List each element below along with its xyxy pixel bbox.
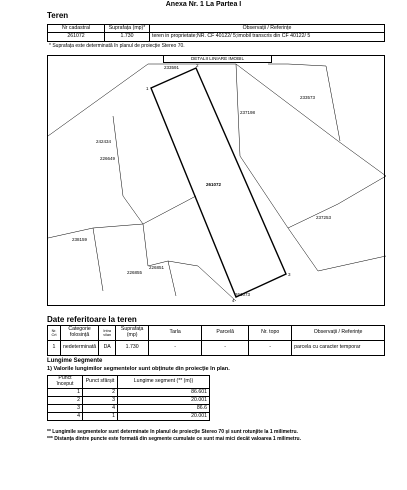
- boundary-line: [193, 64, 386, 176]
- parcel-label: 238159: [72, 237, 88, 242]
- cell-len: 86.601: [118, 389, 210, 397]
- cell-start: 2: [48, 397, 83, 405]
- col-suprafata-mp: Suprafața (mp): [116, 326, 149, 341]
- col-parcela: Parcelă: [202, 326, 249, 341]
- parcel-label: 226855: [127, 270, 143, 275]
- segmente-subheading: 1) Valorile lungimilor segmentelor sunt obținute din proiecție în plan.: [47, 366, 230, 372]
- cell-end: 1: [83, 413, 118, 421]
- boundary-line: [93, 228, 103, 291]
- point-label: 2: [196, 63, 199, 68]
- parcel-label: 237198: [240, 110, 256, 115]
- col-nr-crt: Nr. Crt: [48, 326, 61, 341]
- cell-start: 1: [48, 389, 83, 397]
- col-lungime: Lungime segment (** (m)): [118, 376, 210, 389]
- date-teren-table: [47, 325, 385, 356]
- parcel-label: 237253: [316, 215, 332, 220]
- parcel-label: 242434: [96, 139, 112, 144]
- cell-categorie: nedeterminată: [61, 341, 99, 356]
- date-teren-heading: Date referitoare la teren: [47, 315, 137, 324]
- segmente-table: [47, 375, 210, 421]
- cell-suprafata-mp: 1.730: [116, 341, 149, 356]
- cell-end: 3: [83, 397, 118, 405]
- col-observatii-ref: Observații / Referințe: [292, 326, 385, 341]
- cell-start: 4: [48, 413, 83, 421]
- boundary-line: [48, 64, 193, 136]
- cell-end: 2: [83, 389, 118, 397]
- cell-observatii: teren in proprietate;NR. CF 40122/ 5;imobil transcris din CF 40122/ 5: [150, 33, 385, 42]
- segmente-heading: Lungime Segmente: [47, 358, 103, 364]
- boundary-line: [168, 261, 176, 296]
- col-nr-cadastral: Nr cadastral: [48, 25, 105, 33]
- table-row: [48, 405, 210, 413]
- col-punct-inceput: Punct început: [48, 376, 83, 389]
- point-label: 3: [288, 272, 291, 277]
- teren-heading: Teren: [47, 11, 69, 20]
- col-intravilan: Intra vilan: [99, 326, 116, 341]
- table-row: [48, 413, 210, 421]
- boundary-line: [268, 64, 340, 141]
- cell-nr: 1: [48, 341, 61, 356]
- parcel-label: 261072: [206, 182, 222, 187]
- cell-start: 3: [48, 405, 83, 413]
- cell-end: 4: [83, 405, 118, 413]
- teren-table: [47, 24, 385, 42]
- col-nr-topo: Nr. topo: [249, 326, 292, 341]
- cell-nr-topo: -: [249, 341, 292, 356]
- col-suprafata: Suprafața (mp)*: [105, 25, 150, 33]
- parcel-map: [47, 55, 385, 306]
- parcel-label: 226649: [100, 156, 116, 161]
- col-categorie: Categorie folosință: [61, 326, 99, 341]
- parcel-label: 233573: [300, 95, 316, 100]
- segmente-note-1: ** Lungimile segmentelor sunt determinate în planul de proiecție Stereo 70 și sunt rotunjite la 1 milimetru.: [47, 429, 298, 435]
- map-heading: DETALII LINIARE IMOBIL: [163, 56, 272, 63]
- parcel-label: 226851: [149, 265, 165, 270]
- cell-intravilan: DA: [99, 341, 116, 356]
- cell-len: 20.001: [118, 413, 210, 421]
- page-title: Anexa Nr. 1 La Partea I: [165, 1, 242, 8]
- cell-nr-cadastral: 261072: [48, 33, 105, 42]
- table-row: [48, 389, 210, 397]
- point-label: 1: [146, 86, 149, 91]
- cell-len: 86.6: [118, 405, 210, 413]
- cell-observatii-ref: parcela cu caracter temporar: [292, 341, 385, 356]
- col-punct-sfarsit: Punct sfârșit: [83, 376, 118, 389]
- parcel-label: 261073: [235, 292, 251, 297]
- segmente-note-2: *** Distanța dintre puncte este formată din segmente cumulate ce sunt mai mici decât valoarea 1 milimetru.: [47, 436, 301, 442]
- boundary-line: [143, 196, 196, 224]
- cell-suprafata: 1.730: [105, 33, 150, 42]
- parcel-label: 233591: [164, 65, 180, 70]
- cell-len: 20.001: [118, 397, 210, 405]
- map-drawing: [48, 56, 386, 307]
- cell-tarla: -: [149, 341, 202, 356]
- point-label: 4: [232, 298, 235, 303]
- cell-parcela: -: [202, 341, 249, 356]
- col-observatii: Observații / Referințe: [150, 25, 385, 33]
- table-row: [48, 397, 210, 405]
- boundary-line: [113, 116, 143, 224]
- teren-note: * Suprafața este determinată în planul de proiecție Stereo 70.: [49, 43, 185, 49]
- col-tarla: Tarla: [149, 326, 202, 341]
- boundary-line: [288, 228, 386, 271]
- boundary-line: [288, 176, 386, 228]
- boundary-line: [236, 64, 288, 228]
